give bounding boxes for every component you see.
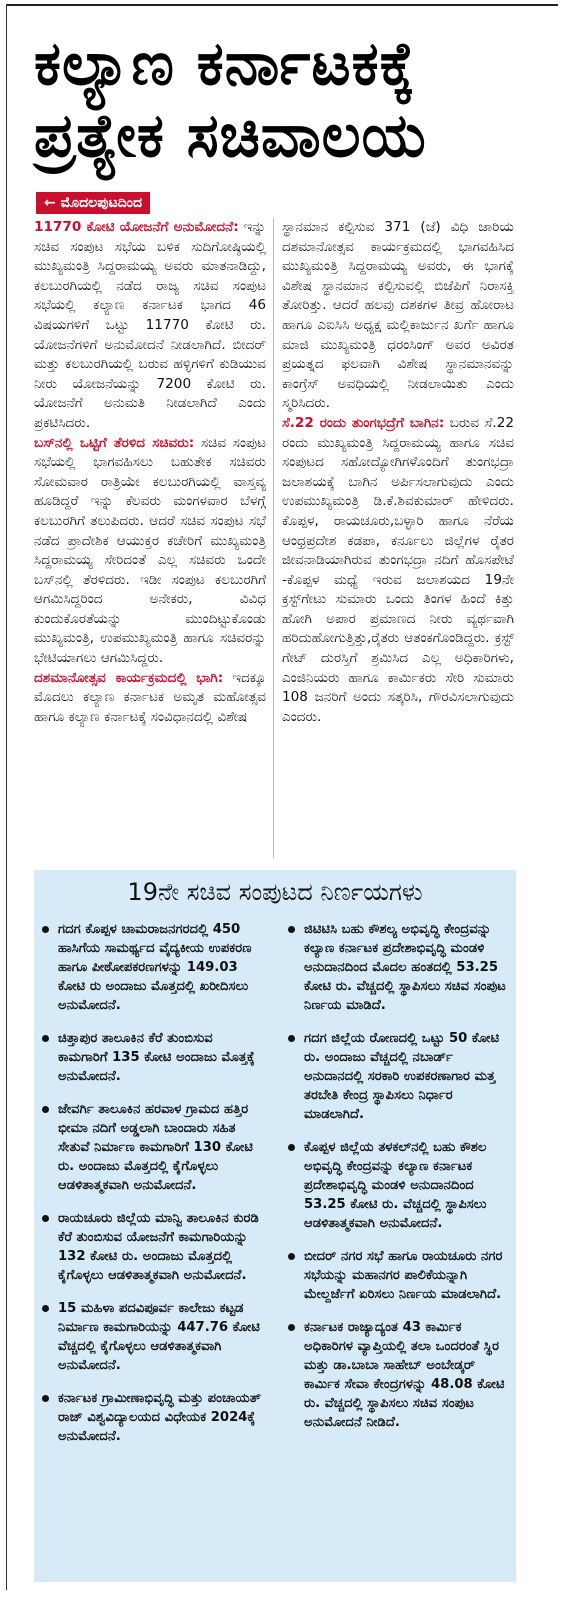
bullet-icon bbox=[288, 1324, 295, 1331]
box-title: 19ನೇ ಸಚಿವ ಸಂಪುಟದ ನಿರ್ಣಯಗಳು bbox=[127, 878, 423, 906]
cabinet-decisions-box bbox=[34, 870, 516, 1582]
list-item: ಜಿಟಿಟಿಸಿ ಬಹು ಕೌಶಲ್ಯ ಅಭಿವೃದ್ಧಿ ಕೇಂದ್ರವನ್ನು ಕಲ್ಯಾಣ ಕರ್ನಾಟಕ ಪ್ರದೇಶಾಭಿವೃದ್ಧಿ ಮಂಡಳಿ ಅನುದಾನದಿಂದ ಮೊದಲ ಹಂತದಲ್ಲಿ 53.25 ಕೋಟಿ ರು. ವೆಚ್ಚದಲ್ಲಿ ಸ್ಥಾಪಿಸಲು ಸಚಿವ ಸಂಪುಟ ನಿರ್ಣಯ ಮಾಡಿದೆ. bbox=[286, 920, 508, 1015]
paragraph-text: ಬರುವ ಸೆ.22 ರಂದು ಮುಖ್ಯಮಂತ್ರಿ ಸಿದ್ದರಾಮಯ್ಯ ಹಾಗೂ ಸಚಿವ ಸಂಪುಟದ ಸಹೋದ್ಯೋಗಿಗಳೊಂದಿಗೆ ತುಂಗಭದ್ರಾ ಜಲಾಶಯಕ್ಕೆ ಬಾಗಿನ ಅರ್ಪಿಸಲಾಗುವುದು ಎಂದು ಉಪಮುಖ್ಯಮಂತ್ರಿ ಡಿ.ಕೆ.ಶಿವಕುಮಾರ್ ಹೇಳಿದರು. ಕೊಪ್ಪಳ, ರಾಯಚೂರು,ಬಳ್ಳಾರಿ ಹಾಗೂ ನೆರೆಯ ಆಂಧ್ರಪ್ರದೇಶ ಕಡಪಾ, ಕರ್ನೂಲು ಜಿಲ್ಲೆಗಳ ರೈತರ ಜೀವನಾಡಿಯಾಗಿರುವ ತುಂಗಭದ್ರಾ ನದಿಗೆ ಹೊಸಪೇಟೆ -ಕೊಪ್ಪಳ ಮಧ್ಯೆ ಇರುವ ಜಲಾಶಯದ 19ನೇ ಕ್ರಸ್ಟ್‌ಗೇಟು ಸುಮಾರು ಒಂದು ತಿಂಗಳ ಹಿಂದೆ ಕಿತ್ತು ಹೋಗಿ ಅಪಾರ ಪ್ರಮಾಣದ ನೀರು ವ್ಯರ್ಥವಾಗಿ ಹರಿದುಹೋಗುತ್ತಿತ್ತು,ರೈತರು ಆತಂಕಗೊಂಡಿದ್ದರು. ಕ್ರಸ್ಟ್ ಗೇಟ್ ದುರಸ್ತಿಗೆ ಶ್ರಮಿಸಿದ ಎಲ್ಲ ಅಧಿಕಾರಿಗಳು, ಎಂಜಿನಿಯರು ಹಾಗೂ ಕಾರ್ಮಿಕರು ಸೇರಿ ಸುಮಾರು 108 ಜನರಿಗೆ ಅಂದು ಸತ್ಕರಿಸಿ, ಗೌರವಿಸಲಾಗುವುದು ಎಂದರು. bbox=[282, 414, 514, 725]
paragraph bbox=[282, 414, 514, 728]
subheading: ಬಸ್‌ನಲ್ಲಿ ಒಟ್ಟಿಗೆ ತೆರಳಿದ ಸಚಿವರು: bbox=[34, 434, 195, 451]
paragraph-text: ಇನ್ನು ಸಚಿವ ಸಂಪುಟ ಸಭೆಯ ಬಳಿಕ ಸುದಿಗೋಷ್ಠಿಯಲ್ಲಿ ಮುಖ್ಯಮಂತ್ರಿ ಸಿದ್ದರಾಮಯ್ಯ ಅವರು ಮಾತನಾಡಿದ್ದು, ಕಲಬುರಗಿಯಲ್ಲಿ ನಡೆದ ರಾಜ್ಯ ಸಚಿವ ಸಂಪುಟ ಸಭೆಯಲ್ಲಿ ಕಲ್ಯಾಣ ಕರ್ನಾಟಕ ಭಾಗದ 46 ವಿಷಯಗಳಿಗೆ ಒಟ್ಟು 11770 ಕೋಟಿ ರು. ಯೋಜನೆಗಳಿಗೆ ಅನುಮೋದನೆ ನೀಡಲಾಗಿದೆ. ಬೀದರ್ ಮತ್ತು ಕಲಬುರಗಿಯಲ್ಲಿ ಬರುವ ಹಳ್ಳಿಗಳಿಗೆ ಕುಡಿಯುವ ನೀರು ಯೋಜನೆಯನ್ನು 7200 ಕೋಟಿ ರು. ಯೋಜನೆಗೆ ಅನುಮತಿ ನೀಡಲಾಗಿದೆ ಎಂದು ಪ್ರಕಟಿಸಿದರು. bbox=[34, 219, 266, 431]
list-item: 15 ಮಹಿಳಾ ಪದವಿಪೂರ್ವ ಕಾಲೇಜು ಕಟ್ಟಡ ನಿರ್ಮಾಣ ಕಾಮಗಾರಿಯನ್ನು 447.76 ಕೋಟಿ ವೆಚ್ಚದಲ್ಲಿ ಕೈಗೊಳ್ಳಲು ಆಡಳಿತಾತ್ಮಕವಾಗಿ ಅನುಮೋದನೆ. bbox=[40, 1299, 262, 1375]
paragraph bbox=[282, 218, 514, 414]
list-item: ಕರ್ನಾಟಕ ಗ್ರಾಮೀಣಾಭಿವೃದ್ಧಿ ಮತ್ತು ಪಂಚಾಯತ್ ರಾಜ್ ವಿಶ್ವವಿದ್ಯಾಲಯದ ವಿಧೇಯಕ 2024ಕ್ಕೆ ಅನುಮೋದನೆ. bbox=[40, 1389, 262, 1446]
paragraph bbox=[34, 669, 266, 728]
paragraph bbox=[34, 218, 266, 434]
bullet-icon bbox=[42, 1035, 49, 1042]
list-item: ರಾಯಚೂರು ಜಿಲ್ಲೆಯ ಮಾನ್ವಿ ತಾಲೂಕಿನ ಕುರಡಿ ಕೆರೆ ತುಂಬಿಸುವ ಯೋಜನೆಗೆ ಕಾಮಗಾರಿಯನ್ನು 132 ಕೋಟಿ ರು. ಅಂದಾಜು ಮೊತ್ತದಲ್ಲಿ ಕೈಗೊಳ್ಳಲು ಆಡಳಿತಾತ್ಮಕವಾಗಿ ಅನುಮೋದನೆ. bbox=[40, 1209, 262, 1285]
headline: ಕಲ್ಯಾಣ ಕರ್ನಾಟಕಕ್ಕೆ ಪ್ರತ್ಯೇಕ ಸಚಿವಾಲಯ bbox=[34, 29, 427, 171]
subheading: 11770 ಕೋಟಿ ಯೋಜನೆಗೆ ಅನುಮೋದನೆ: bbox=[34, 219, 239, 235]
list-item: ಕೊಪ್ಪಳ ಜಿಲ್ಲೆಯ ತಳಕಲ್‌ನಲ್ಲಿ ಬಹು ಕೌಶಲ ಅಭಿವೃದ್ಧಿ ಕೇಂದ್ರವನ್ನು ಕಲ್ಯಾಣ ಕರ್ನಾಟಕ ಪ್ರದೇಶಾಭಿವೃದ್ಧಿ ಮಂಡಳಿ ಅನುದಾನದಿಂದ 53.25 ಕೋಟಿ ರು. ವೆಚ್ಚದಲ್ಲಿ ಸ್ಥಾಪಿಸಲು ಆಡಳಿತಾತ್ಮಕವಾಗಿ ಅನುಮೋದನೆ. bbox=[286, 1138, 508, 1233]
bullet-icon bbox=[288, 1253, 295, 1260]
bullet-icon bbox=[42, 1305, 49, 1312]
list-item: ಚಿತ್ತಾಪುರ ತಾಲೂಕಿನ ಕೆರೆ ತುಂಬಿಸುವ ಕಾಮಗಾರಿಗೆ 135 ಕೋಟಿ ಅಂದಾಜು ಮೊತ್ತಕ್ಕೆ ಅನುಮೋದನೆ. bbox=[40, 1029, 262, 1086]
bullet-icon bbox=[288, 1144, 295, 1151]
bullet-icon bbox=[42, 1106, 49, 1113]
decisions-left-list bbox=[40, 920, 262, 1460]
bullet-icon bbox=[42, 926, 49, 933]
subheading: ಸೆ.22 ರಂದು ತುಂಗಭದ್ರೆಗೆ ಬಾಗಿನ: bbox=[282, 414, 445, 431]
column-divider bbox=[273, 218, 274, 858]
bullet-icon bbox=[288, 926, 295, 933]
list-item: ಜೇವರ್ಗಿ ತಾಲೂಕಿನ ಹರವಾಳ ಗ್ರಾಮದ ಹತ್ತಿರ ಭೀಮಾ ನದಿಗೆ ಅಡ್ಡಲಾಗಿ ಬಾಂದಾರು ಸಹಿತ ಸೇತುವೆ ನಿರ್ಮಾಣ ಕಾಮಗಾರಿಗೆ 130 ಕೋಟಿ ರು. ಅಂದಾಜು ಮೊತ್ತದಲ್ಲಿ ಕೈಗೊಳ್ಳಲು ಆಡಳಿತಾತ್ಮಕವಾಗಿ ಅನುಮೋದನೆ. bbox=[40, 1100, 262, 1195]
continued-from-front-page-tag: ← ಮೊದಲಪುಟದಿಂದ bbox=[36, 192, 150, 214]
subheading: ದಶಮಾನೋತ್ಸವ ಕಾರ್ಯಕ್ರಮದಲ್ಲಿ ಭಾಗಿ: bbox=[34, 669, 224, 686]
paragraph-text: ಸ್ಥಾನಮಾನ ಕಲ್ಪಿಸುವ 371 (ಜೆ) ವಿಧಿ ಜಾರಿಯ ದಶಮಾನೋತ್ಸವ ಕಾರ್ಯಕ್ರಮದಲ್ಲಿ ಭಾಗವಹಿಸಿದ ಮುಖ್ಯಮಂತ್ರಿ ಸಿದ್ದರಾಮಯ್ಯ ಅವರು, ಈ ಭಾಗಕ್ಕೆ ವಿಶೇಷ ಸ್ಥಾನಮಾನ ಕಲ್ಪಿಸುವಲ್ಲಿ ಬಿಜೆಪಿಗೆ ನಿರಾಸಕ್ತಿ ತೋರಿತ್ತು. ಆದರೆ ಹಲವು ದಶಕಗಳ ತೀವ್ರ ಹೋರಾಟ ಹಾಗೂ ಎಐಸಿಸಿ ಅಧ್ಯಕ್ಷ ಮಲ್ಲಿಕಾರ್ಜುನ ಖರ್ಗೆ ಹಾಗೂ ಮಾಜಿ ಮುಖ್ಯಮಂತ್ರಿ ಧರಂಸಿಂಗ್ ಅವರ ಅವಿರತ ಪ್ರಯತ್ನದ ಫಲವಾಗಿ ವಿಶೇಷ ಸ್ಥಾನಮಾನವನ್ನು ಕಾಂಗ್ರೆಸ್ ಅವಧಿಯಲ್ಲಿ ನೀಡಲಾಯಿತು ಎಂದು ಸ್ಮರಿಸಿದರು. bbox=[282, 219, 514, 412]
bullet-icon bbox=[42, 1395, 49, 1402]
left-rule bbox=[6, 4, 7, 1590]
paragraph bbox=[34, 434, 266, 669]
bullet-icon bbox=[42, 1215, 49, 1222]
list-item: ಗದಗ ಜಿಲ್ಲೆಯ ರೋಣದಲ್ಲಿ ಒಟ್ಟು 50 ಕೋಟಿ ರು. ಅಂದಾಜು ವೆಚ್ಚದಲ್ಲಿ ನಬಾರ್ಡ್ ಅನುದಾನದಲ್ಲಿ ಸರಕಾರಿ ಉಪಕರಣಾಗಾರ ಮತ್ತ ತರಬೇತಿ ಕೇಂದ್ರ ಸ್ಥಾಪಿಸಲು ನಿರ್ಧಾರ ಮಾಡಲಾಗಿದೆ. bbox=[286, 1029, 508, 1124]
list-item: ಬೀದರ್ ನಗರ ಸಭೆ ಹಾಗೂ ರಾಯಚೂರು ನಗರ ಸಭೆಯನ್ನು ಮಹಾನಗರ ಪಾಲಿಕೆಯನ್ನಾಗಿ ಮೇಲ್ದರ್ಜೆಗೆ ಏರಿಸಲು ನಿರ್ಣಯ ಮಾಡಲಾಗಿದೆ. bbox=[286, 1247, 508, 1304]
top-rule bbox=[6, 4, 558, 6]
list-item: ಗದಗ ಕೊಪ್ಪಳ ಚಾಮರಾಜನಗರದಲ್ಲಿ 450 ಹಾಸಿಗೆಯ ಸಾಮರ್ಥ್ಯದ ವೈದ್ಯಕೀಯ ಉಪಕರಣ ಹಾಗೂ ಪೀಠೋಪಕರಣಗಳನ್ನು 149.03 ಕೋಟಿ ರು ಅಂದಾಜು ಮೊತ್ತದಲ್ಲಿ ಖರೀದಿಸಲು ಅನುಮೋದನೆ. bbox=[40, 920, 262, 1015]
decisions-right-list bbox=[286, 920, 508, 1446]
list-item: ಕರ್ನಾಟಕ ರಾಜ್ಯಾದ್ಯಂತ 43 ಕಾರ್ಮಿಕ ಅಧಿಕಾರಿಗಳ ವ್ಯಾಪ್ತಿಯಲ್ಲಿ ತಲಾ ಒಂದರಂತೆ ಸ್ಥಿರ ಮತ್ತು ಡಾ.ಬಾಬಾ ಸಾಹೇಬ್ ಅಂಬೇಡ್ಕರ್ ಕಾರ್ಮಿಕ ಸೇವಾ ಕೇಂದ್ರಗಳನ್ನು 48.08 ಕೋಟಿ ರು. ವೆಚ್ಚದಲ್ಲಿ ಸ್ಥಾಪಿಸಲು ಸಚಿವ ಸಂಪುಟ ಅನುಮೋದನೆ ನೀಡಿದೆ. bbox=[286, 1318, 508, 1432]
article-right-column bbox=[282, 218, 514, 727]
bullet-icon bbox=[288, 1035, 295, 1042]
paragraph-text: ಇದಕ್ಕೂ ಮೊದಲು ಕಲ್ಯಾಣ ಕರ್ನಾಟಕ ಅಮೃತ ಮಹೋತ್ಸವ ಹಾಗೂ ಕಲ್ಯಾಣ ಕರ್ನಾಟಕ್ಕೆ ಸಂವಿಧಾನದಲ್ಲಿ ವಿಶೇಷ bbox=[34, 669, 266, 725]
article-left-column bbox=[34, 218, 266, 727]
paragraph-text: ಸಚಿವ ಸಂಪುಟ ಸಭೆಯಲ್ಲಿ ಭಾಗವಹಿಸಲು ಬಹುತೇಕ ಸಚಿವರು ಸೋಮವಾರ ರಾತ್ರಿಯೇ ಕಲಬುರಗಿಯಲ್ಲಿ ವಾಸ್ತವ್ಯ ಹೂಡಿದ್ದರೆ ಇನ್ನು ಕೆಲವರು ಮಂಗಳವಾರ ಬೆಳಗ್ಗೆ ಕಲಬುರಗಿಗೆ ತಲುಪಿದರು. ಆದರೆ ಸಚಿವ ಸಂಪುಟ ಸಭೆ ನಡೆದ ಪ್ರಾದೇಶಿಕ ಆಯುಕ್ತರ ಕಚೇರಿಗೆ ಮುಖ್ಯಮಂತ್ರಿ ಸಿದ್ದರಾಮಯ್ಯ ಸೇರಿದಂತೆ ಎಲ್ಲ ಸಚಿವರು ಒಂದೇ ಬಸ್‌ನಲ್ಲಿ ತೆರಳಿದರು. ಇಡೀ ಸಂಪುಟ ಕಲಬುರಗಿಗೆ ಆಗಮಿಸಿದ್ದರಿಂದ ಅನೇಕರು, ವಿವಿಧ ಕುಂದುಕೊರತೆಯನ್ನು ಮುಂದಿಟ್ಟುಕೊಂಡು ಮುಖ್ಯಮಂತ್ರಿ, ಉಪಮುಖ್ಯಮಂತ್ರಿ ಹಾಗೂ ಸಚಿವರನ್ನು ಭೇಟಿಯಾಗಲು ಆಗಮಿಸಿದ್ದರು. bbox=[34, 434, 266, 667]
